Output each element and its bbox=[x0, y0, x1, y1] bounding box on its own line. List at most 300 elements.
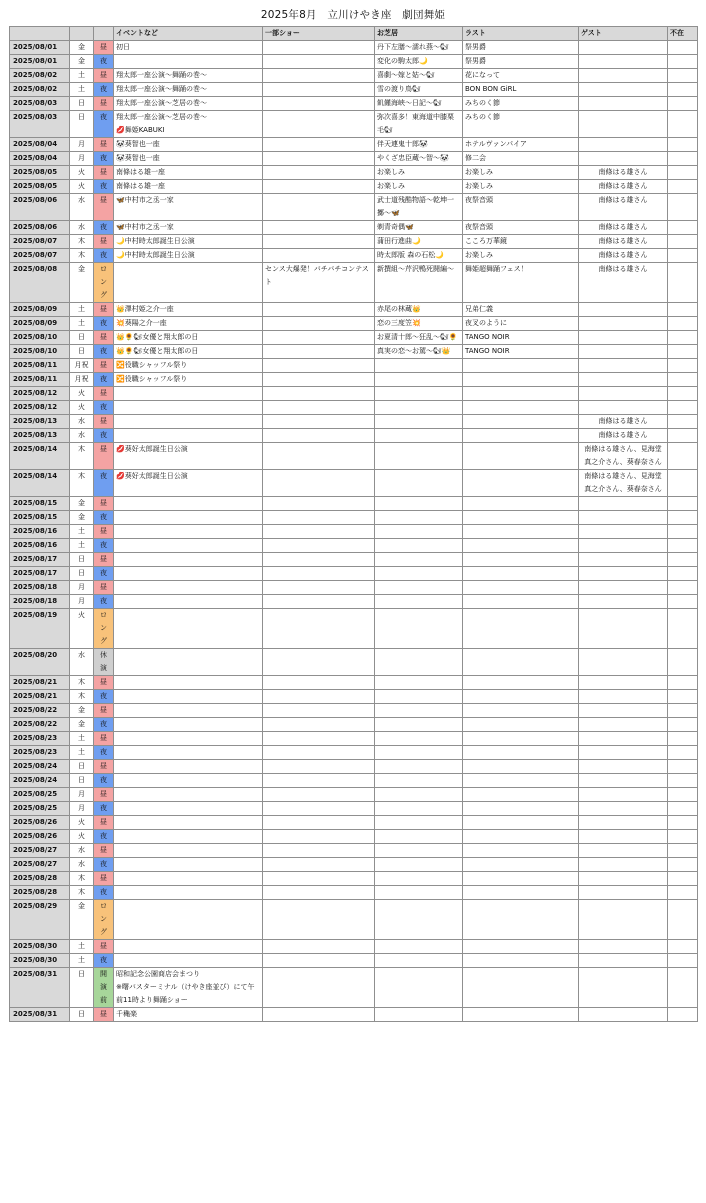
cell-guest bbox=[579, 746, 668, 760]
table-row bbox=[10, 704, 698, 718]
table-row bbox=[10, 401, 698, 415]
cell-event: 🔀役職シャッフル祭り bbox=[114, 373, 263, 387]
cell-date: 2025/08/15 bbox=[10, 511, 70, 525]
cell-absent bbox=[668, 690, 698, 704]
cell-last: こころ万華鏡 bbox=[463, 235, 579, 249]
cell-slot bbox=[94, 649, 114, 676]
cell-date: 2025/08/09 bbox=[10, 303, 70, 317]
cell-date: 2025/08/03 bbox=[10, 111, 70, 138]
cell-play bbox=[375, 525, 463, 539]
header-play: お芝居 bbox=[375, 27, 463, 41]
table-row bbox=[10, 180, 698, 194]
header-date bbox=[10, 27, 70, 41]
cell-last: TANGO NOIR bbox=[463, 345, 579, 359]
cell-absent bbox=[668, 539, 698, 553]
cell-show bbox=[263, 359, 375, 373]
table-row bbox=[10, 443, 698, 470]
cell-date: 2025/08/11 bbox=[10, 359, 70, 373]
cell-slot bbox=[94, 263, 114, 303]
cell-play bbox=[375, 373, 463, 387]
cell-absent bbox=[668, 968, 698, 1008]
cell-date: 2025/08/17 bbox=[10, 553, 70, 567]
table-row bbox=[10, 816, 698, 830]
cell-slot bbox=[94, 152, 114, 166]
cell-play: 喜劇〜嫁と姑〜🐿 bbox=[375, 69, 463, 83]
slot-label: 夜 bbox=[100, 956, 107, 964]
cell-absent bbox=[668, 1008, 698, 1022]
cell-event: 南條はる雄一座 bbox=[114, 166, 263, 180]
cell-event: 翔太郎一座公演〜芝居の巻〜 💋舞姫KABUKI bbox=[114, 111, 263, 138]
cell-event bbox=[114, 732, 263, 746]
cell-last bbox=[463, 676, 579, 690]
cell-absent bbox=[668, 830, 698, 844]
cell-play: 雪の渡り鳥🐿 bbox=[375, 83, 463, 97]
cell-date: 2025/08/01 bbox=[10, 55, 70, 69]
cell-play bbox=[375, 401, 463, 415]
cell-absent bbox=[668, 194, 698, 221]
cell-absent bbox=[668, 844, 698, 858]
cell-guest bbox=[579, 595, 668, 609]
cell-last bbox=[463, 497, 579, 511]
cell-last: 舞姫超舞踊フェス！ bbox=[463, 263, 579, 303]
cell-play bbox=[375, 359, 463, 373]
slot-label: 昼 bbox=[100, 846, 107, 854]
cell-dow: 土 bbox=[70, 303, 94, 317]
cell-slot bbox=[94, 303, 114, 317]
cell-guest bbox=[579, 816, 668, 830]
cell-slot bbox=[94, 900, 114, 940]
cell-guest bbox=[579, 1008, 668, 1022]
cell-dow: 水 bbox=[70, 415, 94, 429]
cell-dow: 火 bbox=[70, 387, 94, 401]
cell-show bbox=[263, 732, 375, 746]
slot-label: 夜 bbox=[100, 888, 107, 896]
cell-show bbox=[263, 235, 375, 249]
cell-date: 2025/08/13 bbox=[10, 429, 70, 443]
slot-label: 昼 bbox=[100, 168, 107, 176]
cell-dow: 月 bbox=[70, 802, 94, 816]
table-row bbox=[10, 221, 698, 235]
cell-absent bbox=[668, 69, 698, 83]
cell-slot bbox=[94, 401, 114, 415]
cell-guest bbox=[579, 581, 668, 595]
cell-play bbox=[375, 690, 463, 704]
cell-guest bbox=[579, 732, 668, 746]
cell-event bbox=[114, 676, 263, 690]
cell-date: 2025/08/21 bbox=[10, 676, 70, 690]
cell-dow: 木 bbox=[70, 470, 94, 497]
slot-label: ロング bbox=[100, 265, 107, 299]
cell-dow: 月祝 bbox=[70, 359, 94, 373]
cell-absent bbox=[668, 429, 698, 443]
cell-last bbox=[463, 844, 579, 858]
cell-play bbox=[375, 1008, 463, 1022]
cell-absent bbox=[668, 152, 698, 166]
cell-show bbox=[263, 303, 375, 317]
cell-dow: 水 bbox=[70, 858, 94, 872]
table-row bbox=[10, 373, 698, 387]
cell-absent bbox=[668, 940, 698, 954]
table-row bbox=[10, 718, 698, 732]
cell-date: 2025/08/07 bbox=[10, 249, 70, 263]
cell-play bbox=[375, 774, 463, 788]
cell-event bbox=[114, 263, 263, 303]
cell-show bbox=[263, 595, 375, 609]
cell-show bbox=[263, 511, 375, 525]
cell-guest bbox=[579, 497, 668, 511]
cell-dow: 月祝 bbox=[70, 373, 94, 387]
cell-last: 夜祭音頭 bbox=[463, 221, 579, 235]
cell-show bbox=[263, 774, 375, 788]
cell-dow: 土 bbox=[70, 69, 94, 83]
cell-slot bbox=[94, 415, 114, 429]
slot-label: 夜 bbox=[100, 692, 107, 700]
cell-dow: 日 bbox=[70, 567, 94, 581]
slot-label: 夜 bbox=[100, 776, 107, 784]
cell-play: 丹下左膳〜濡れ燕〜🐿 bbox=[375, 41, 463, 55]
cell-event: 👑澤村姫之介一座 bbox=[114, 303, 263, 317]
cell-last bbox=[463, 718, 579, 732]
cell-event bbox=[114, 872, 263, 886]
cell-play bbox=[375, 539, 463, 553]
cell-last bbox=[463, 968, 579, 1008]
slot-label: 昼 bbox=[100, 445, 107, 453]
cell-show bbox=[263, 581, 375, 595]
cell-play bbox=[375, 954, 463, 968]
cell-event bbox=[114, 525, 263, 539]
cell-absent bbox=[668, 55, 698, 69]
cell-slot bbox=[94, 443, 114, 470]
cell-play bbox=[375, 511, 463, 525]
cell-guest bbox=[579, 788, 668, 802]
cell-absent bbox=[668, 788, 698, 802]
cell-event bbox=[114, 581, 263, 595]
cell-guest: 南條はる雄さん、見海堂真之介さん、葵春奈さん bbox=[579, 470, 668, 497]
cell-absent bbox=[668, 166, 698, 180]
cell-absent bbox=[668, 97, 698, 111]
cell-event: 💥葵陽之介一座 bbox=[114, 317, 263, 331]
cell-guest bbox=[579, 83, 668, 97]
cell-event: 千穐楽 bbox=[114, 1008, 263, 1022]
slot-label: 昼 bbox=[100, 417, 107, 425]
cell-guest bbox=[579, 152, 668, 166]
cell-show bbox=[263, 553, 375, 567]
cell-last bbox=[463, 774, 579, 788]
cell-show bbox=[263, 345, 375, 359]
cell-absent bbox=[668, 704, 698, 718]
cell-last bbox=[463, 525, 579, 539]
cell-show bbox=[263, 221, 375, 235]
cell-slot bbox=[94, 690, 114, 704]
cell-date: 2025/08/27 bbox=[10, 844, 70, 858]
cell-date: 2025/08/04 bbox=[10, 138, 70, 152]
cell-dow: 月 bbox=[70, 788, 94, 802]
cell-dow: 日 bbox=[70, 760, 94, 774]
cell-slot bbox=[94, 138, 114, 152]
cell-event: 💋葵好太郎誕生日公演 bbox=[114, 470, 263, 497]
cell-slot bbox=[94, 194, 114, 221]
table-row bbox=[10, 263, 698, 303]
cell-dow: 火 bbox=[70, 166, 94, 180]
cell-slot bbox=[94, 1008, 114, 1022]
slot-label: 昼 bbox=[100, 237, 107, 245]
cell-date: 2025/08/02 bbox=[10, 83, 70, 97]
cell-absent bbox=[668, 180, 698, 194]
cell-last: お楽しみ bbox=[463, 249, 579, 263]
cell-last bbox=[463, 649, 579, 676]
cell-guest bbox=[579, 553, 668, 567]
cell-guest: 南條はる雄さん bbox=[579, 221, 668, 235]
cell-last bbox=[463, 788, 579, 802]
table-row bbox=[10, 249, 698, 263]
cell-absent bbox=[668, 317, 698, 331]
slot-label: 昼 bbox=[100, 942, 107, 950]
cell-slot bbox=[94, 83, 114, 97]
cell-show bbox=[263, 180, 375, 194]
cell-slot bbox=[94, 774, 114, 788]
cell-guest: 南條はる雄さん、見海堂真之介さん、葵春奈さん bbox=[579, 443, 668, 470]
cell-last bbox=[463, 553, 579, 567]
cell-dow: 月 bbox=[70, 138, 94, 152]
cell-event bbox=[114, 401, 263, 415]
cell-event: 🐼葵智也一座 bbox=[114, 152, 263, 166]
cell-absent bbox=[668, 138, 698, 152]
cell-last bbox=[463, 704, 579, 718]
slot-label: 昼 bbox=[100, 818, 107, 826]
cell-date: 2025/08/06 bbox=[10, 194, 70, 221]
cell-play bbox=[375, 567, 463, 581]
cell-last: BON BON GiRL bbox=[463, 83, 579, 97]
table-row bbox=[10, 872, 698, 886]
table-row bbox=[10, 235, 698, 249]
slot-label: 夜 bbox=[100, 223, 107, 231]
slot-label: 昼 bbox=[100, 1010, 107, 1018]
cell-date: 2025/08/12 bbox=[10, 387, 70, 401]
cell-last bbox=[463, 886, 579, 900]
cell-event bbox=[114, 802, 263, 816]
cell-play bbox=[375, 732, 463, 746]
cell-absent bbox=[668, 858, 698, 872]
table-row bbox=[10, 429, 698, 443]
slot-label: 昼 bbox=[100, 389, 107, 397]
cell-event bbox=[114, 553, 263, 567]
cell-last bbox=[463, 940, 579, 954]
cell-last: 祭男爵 bbox=[463, 55, 579, 69]
cell-last bbox=[463, 373, 579, 387]
cell-show bbox=[263, 900, 375, 940]
cell-absent bbox=[668, 595, 698, 609]
cell-dow: 金 bbox=[70, 718, 94, 732]
cell-show bbox=[263, 718, 375, 732]
cell-dow: 日 bbox=[70, 345, 94, 359]
cell-absent bbox=[668, 415, 698, 429]
cell-show bbox=[263, 152, 375, 166]
cell-play bbox=[375, 387, 463, 401]
cell-guest bbox=[579, 718, 668, 732]
cell-slot bbox=[94, 55, 114, 69]
cell-absent bbox=[668, 303, 698, 317]
cell-event bbox=[114, 567, 263, 581]
cell-play bbox=[375, 718, 463, 732]
cell-event: 💋葵好太郎誕生日公演 bbox=[114, 443, 263, 470]
cell-dow: 日 bbox=[70, 331, 94, 345]
cell-absent bbox=[668, 221, 698, 235]
cell-play bbox=[375, 704, 463, 718]
cell-absent bbox=[668, 760, 698, 774]
cell-event bbox=[114, 690, 263, 704]
cell-date: 2025/08/31 bbox=[10, 1008, 70, 1022]
cell-event: 南條はる雄一座 bbox=[114, 180, 263, 194]
cell-guest bbox=[579, 373, 668, 387]
cell-show bbox=[263, 331, 375, 345]
cell-play bbox=[375, 830, 463, 844]
cell-date: 2025/08/19 bbox=[10, 609, 70, 649]
cell-guest bbox=[579, 954, 668, 968]
cell-date: 2025/08/07 bbox=[10, 235, 70, 249]
cell-absent bbox=[668, 401, 698, 415]
cell-last bbox=[463, 858, 579, 872]
cell-guest bbox=[579, 525, 668, 539]
cell-dow: 日 bbox=[70, 774, 94, 788]
cell-event bbox=[114, 816, 263, 830]
cell-guest: 南條はる雄さん bbox=[579, 415, 668, 429]
cell-last bbox=[463, 359, 579, 373]
cell-date: 2025/08/28 bbox=[10, 872, 70, 886]
cell-guest: 南條はる雄さん bbox=[579, 249, 668, 263]
cell-date: 2025/08/08 bbox=[10, 263, 70, 303]
cell-play bbox=[375, 415, 463, 429]
slot-label: 夜 bbox=[100, 804, 107, 812]
slot-label: 昼 bbox=[100, 361, 107, 369]
cell-show bbox=[263, 940, 375, 954]
cell-play: お夏清十郎〜狂乱〜🐿🌻 bbox=[375, 331, 463, 345]
cell-show bbox=[263, 539, 375, 553]
slot-label: 昼 bbox=[100, 99, 107, 107]
table-row bbox=[10, 760, 698, 774]
cell-date: 2025/08/20 bbox=[10, 649, 70, 676]
cell-show bbox=[263, 138, 375, 152]
table-row bbox=[10, 415, 698, 429]
cell-guest bbox=[579, 858, 668, 872]
cell-play bbox=[375, 968, 463, 1008]
cell-last bbox=[463, 1008, 579, 1022]
cell-play bbox=[375, 746, 463, 760]
cell-show bbox=[263, 470, 375, 497]
cell-last bbox=[463, 732, 579, 746]
cell-date: 2025/08/26 bbox=[10, 830, 70, 844]
cell-date: 2025/08/29 bbox=[10, 900, 70, 940]
cell-show bbox=[263, 704, 375, 718]
table-row bbox=[10, 886, 698, 900]
table-row bbox=[10, 511, 698, 525]
slot-label: 昼 bbox=[100, 499, 107, 507]
table-row bbox=[10, 317, 698, 331]
cell-play: 剃青奇偶🦋 bbox=[375, 221, 463, 235]
cell-show bbox=[263, 373, 375, 387]
cell-slot bbox=[94, 830, 114, 844]
table-row bbox=[10, 802, 698, 816]
cell-event: 🐼葵智也一座 bbox=[114, 138, 263, 152]
cell-play: 真実の恋〜お駕〜🐿👑 bbox=[375, 345, 463, 359]
cell-event: 🌙中村時太郎誕生日公演 bbox=[114, 235, 263, 249]
slot-label: 夜 bbox=[100, 832, 107, 840]
cell-play bbox=[375, 581, 463, 595]
cell-last bbox=[463, 443, 579, 470]
cell-dow: 日 bbox=[70, 97, 94, 111]
cell-show bbox=[263, 429, 375, 443]
header-guest: ゲスト bbox=[579, 27, 668, 41]
cell-play: 時太郎版 森の石松🌙 bbox=[375, 249, 463, 263]
table-row bbox=[10, 581, 698, 595]
cell-dow: 木 bbox=[70, 872, 94, 886]
cell-play bbox=[375, 940, 463, 954]
table-row bbox=[10, 1008, 698, 1022]
table-body bbox=[10, 41, 698, 1022]
cell-absent bbox=[668, 331, 698, 345]
cell-dow: 土 bbox=[70, 525, 94, 539]
cell-absent bbox=[668, 83, 698, 97]
cell-guest bbox=[579, 704, 668, 718]
cell-guest bbox=[579, 387, 668, 401]
cell-show bbox=[263, 872, 375, 886]
cell-dow: 土 bbox=[70, 940, 94, 954]
cell-show bbox=[263, 649, 375, 676]
cell-event bbox=[114, 760, 263, 774]
cell-slot bbox=[94, 858, 114, 872]
slot-label: 夜 bbox=[100, 860, 107, 868]
cell-dow: 金 bbox=[70, 55, 94, 69]
cell-slot bbox=[94, 180, 114, 194]
cell-play bbox=[375, 802, 463, 816]
cell-dow: 土 bbox=[70, 539, 94, 553]
cell-show bbox=[263, 83, 375, 97]
cell-slot bbox=[94, 802, 114, 816]
cell-slot bbox=[94, 331, 114, 345]
cell-last bbox=[463, 830, 579, 844]
cell-guest bbox=[579, 649, 668, 676]
cell-absent bbox=[668, 387, 698, 401]
cell-absent bbox=[668, 581, 698, 595]
cell-play bbox=[375, 900, 463, 940]
cell-play: 新撰組〜芹沢鴨死闘編〜 bbox=[375, 263, 463, 303]
slot-label: 昼 bbox=[100, 305, 107, 313]
cell-date: 2025/08/18 bbox=[10, 595, 70, 609]
cell-show bbox=[263, 676, 375, 690]
cell-guest: 南條はる雄さん bbox=[579, 429, 668, 443]
table-row bbox=[10, 470, 698, 497]
cell-show bbox=[263, 802, 375, 816]
table-row bbox=[10, 41, 698, 55]
cell-show bbox=[263, 525, 375, 539]
table-row bbox=[10, 111, 698, 138]
cell-show bbox=[263, 690, 375, 704]
cell-slot bbox=[94, 746, 114, 760]
cell-dow: 月 bbox=[70, 595, 94, 609]
cell-guest bbox=[579, 774, 668, 788]
slot-label: 昼 bbox=[100, 140, 107, 148]
cell-guest bbox=[579, 609, 668, 649]
cell-dow: 木 bbox=[70, 676, 94, 690]
cell-slot bbox=[94, 69, 114, 83]
slot-label: 夜 bbox=[100, 597, 107, 605]
cell-slot bbox=[94, 968, 114, 1008]
cell-event bbox=[114, 900, 263, 940]
table-row bbox=[10, 732, 698, 746]
cell-dow: 日 bbox=[70, 111, 94, 138]
cell-guest bbox=[579, 69, 668, 83]
cell-last: 夜叉のように bbox=[463, 317, 579, 331]
cell-absent bbox=[668, 41, 698, 55]
